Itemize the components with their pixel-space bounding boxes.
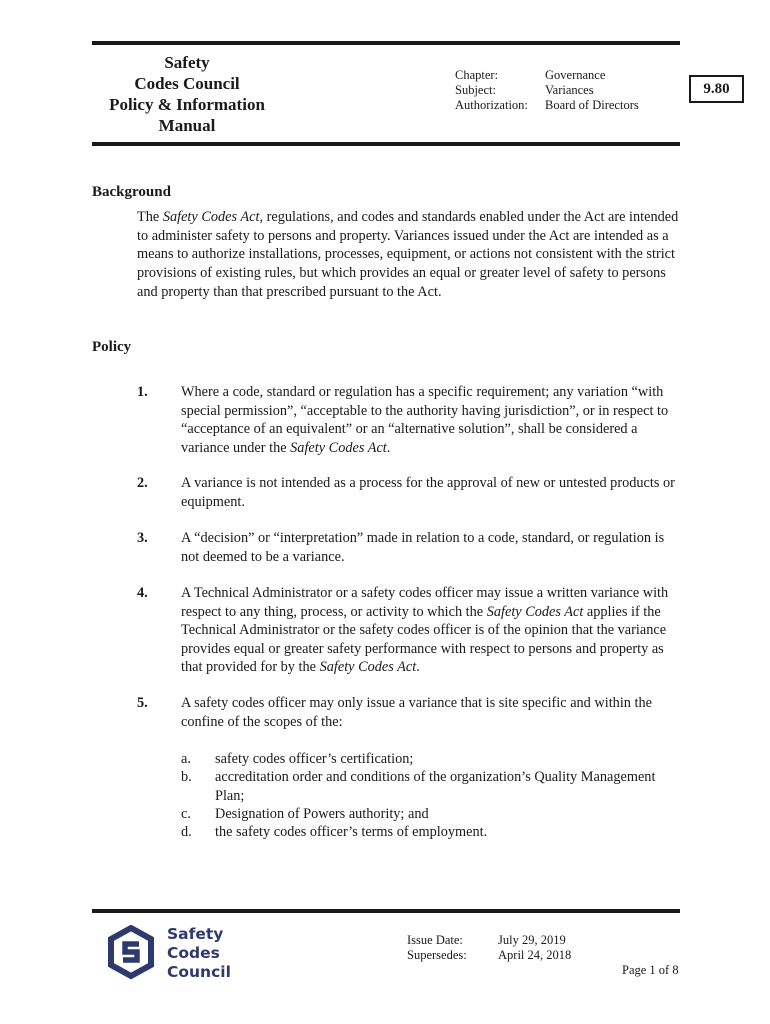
- policy-item-2: [137, 474, 682, 511]
- list-text: safety codes officer’s certification;: [215, 751, 414, 767]
- list-item: [181, 823, 681, 841]
- logo-line: Codes: [167, 944, 220, 962]
- logo-line: Council: [167, 963, 231, 981]
- item-text: A “decision” or “interpretation” made in relation to a code, standard, or regulation is not deemed to be a variance.: [181, 530, 665, 565]
- item-text: [181, 383, 682, 457]
- item-text: A safety codes officer may only issue a variance that is site specific and within the confine of the scopes of the:: [181, 695, 652, 730]
- item-number: 3.: [137, 530, 148, 546]
- text-run: .: [386, 439, 391, 456]
- text-run: .: [416, 659, 420, 676]
- header-top-rule: [92, 41, 680, 45]
- item-text: [181, 584, 682, 677]
- item-number: 1.: [137, 384, 148, 400]
- scope-list: [181, 750, 681, 841]
- subject-value: Variances: [545, 83, 594, 97]
- manual-title: [92, 52, 282, 136]
- list-item: [181, 768, 681, 805]
- title-line: Policy & Information: [109, 95, 265, 114]
- footer-labels: [407, 933, 467, 963]
- meta-values: [545, 68, 639, 113]
- authorization-label: Authorization:: [455, 98, 528, 112]
- text-run: , regulations, and codes and standards enabled under the Act are intended to administer safety to persons and property. Variances issued under the Act are intended as a means to authorize installations, processes, equipment, or actions not consistent with the strict provisions of existing rules, but which provides an equal or greater level of safety to persons and property than that prescribed pursuant to the Act.: [137, 209, 679, 300]
- page-number: Page 1 of 8: [622, 963, 679, 977]
- policy-item-1: [137, 383, 682, 457]
- policy-heading: Policy: [92, 339, 132, 355]
- text-run: The: [137, 209, 163, 225]
- chapter-label: Chapter:: [455, 68, 499, 82]
- title-line: Manual: [158, 116, 216, 135]
- authorization-value: Board of Directors: [545, 98, 639, 112]
- act-name: Safety Codes Act: [162, 209, 260, 225]
- footer-rule: [92, 909, 680, 913]
- list-item: [181, 805, 681, 823]
- text-run: Where a code, standard or regulation has a specific requirement; any variation “with special permission”, “acceptable to the authority having jurisdiction”, or in respect to “acceptance of an equivalent” or an “alternative solution”, shall be considered a variance under the: [181, 384, 669, 456]
- policy-number: 9.80: [689, 75, 744, 103]
- list-letter: a.: [181, 751, 191, 767]
- policy-item-3: [137, 529, 682, 566]
- act-name: Safety Codes Act: [486, 603, 584, 620]
- issue-date-label: Issue Date:: [407, 933, 463, 947]
- issue-date-value: July 29, 2019: [498, 933, 566, 947]
- policy-item-5: [137, 694, 682, 731]
- list-item: [181, 750, 681, 768]
- background-heading: Background: [92, 184, 171, 200]
- list-text: Designation of Powers authority; and: [215, 805, 429, 822]
- meta-labels: [455, 68, 528, 113]
- supersedes-value: April 24, 2018: [498, 948, 572, 962]
- subject-label: Subject:: [455, 83, 496, 97]
- logo-line: Safety: [167, 925, 224, 943]
- text-run: applies if the Technical Administrator or the safety codes officer is of the opinion that the variance provides equal or greater safety performance with respect to persons and property as that provided for by the: [181, 603, 667, 676]
- act-name: Safety Codes Act: [319, 659, 417, 676]
- list-text: the safety codes officer’s terms of employment.: [215, 824, 488, 841]
- list-letter: d.: [181, 824, 192, 841]
- logo-wordmark: [167, 925, 231, 982]
- header-bottom-rule: [92, 142, 680, 146]
- item-text: A variance is not intended as a process for the approval of new or untested products or equipment.: [181, 475, 675, 510]
- item-number: 2.: [137, 475, 148, 491]
- chapter-value: Governance: [545, 68, 606, 82]
- safety-codes-council-logo-icon: [105, 925, 157, 981]
- list-letter: b.: [181, 769, 192, 786]
- item-number: 5.: [137, 695, 148, 711]
- act-name: Safety Codes Act: [290, 439, 387, 456]
- text-run: A Technical Administrator or a safety codes officer may issue a written variance with respect to any thing, process, or activity to which the: [181, 585, 669, 620]
- list-letter: c.: [181, 805, 191, 822]
- background-paragraph: [137, 208, 682, 302]
- policy-item-4: [137, 584, 682, 677]
- title-line: Safety: [164, 53, 210, 72]
- item-number: 4.: [137, 585, 148, 601]
- list-text: accreditation order and conditions of the organization’s Quality Management Plan;: [215, 769, 656, 804]
- title-line: Codes Council: [134, 74, 240, 93]
- supersedes-label: Supersedes:: [407, 948, 467, 962]
- footer-values: [498, 933, 571, 963]
